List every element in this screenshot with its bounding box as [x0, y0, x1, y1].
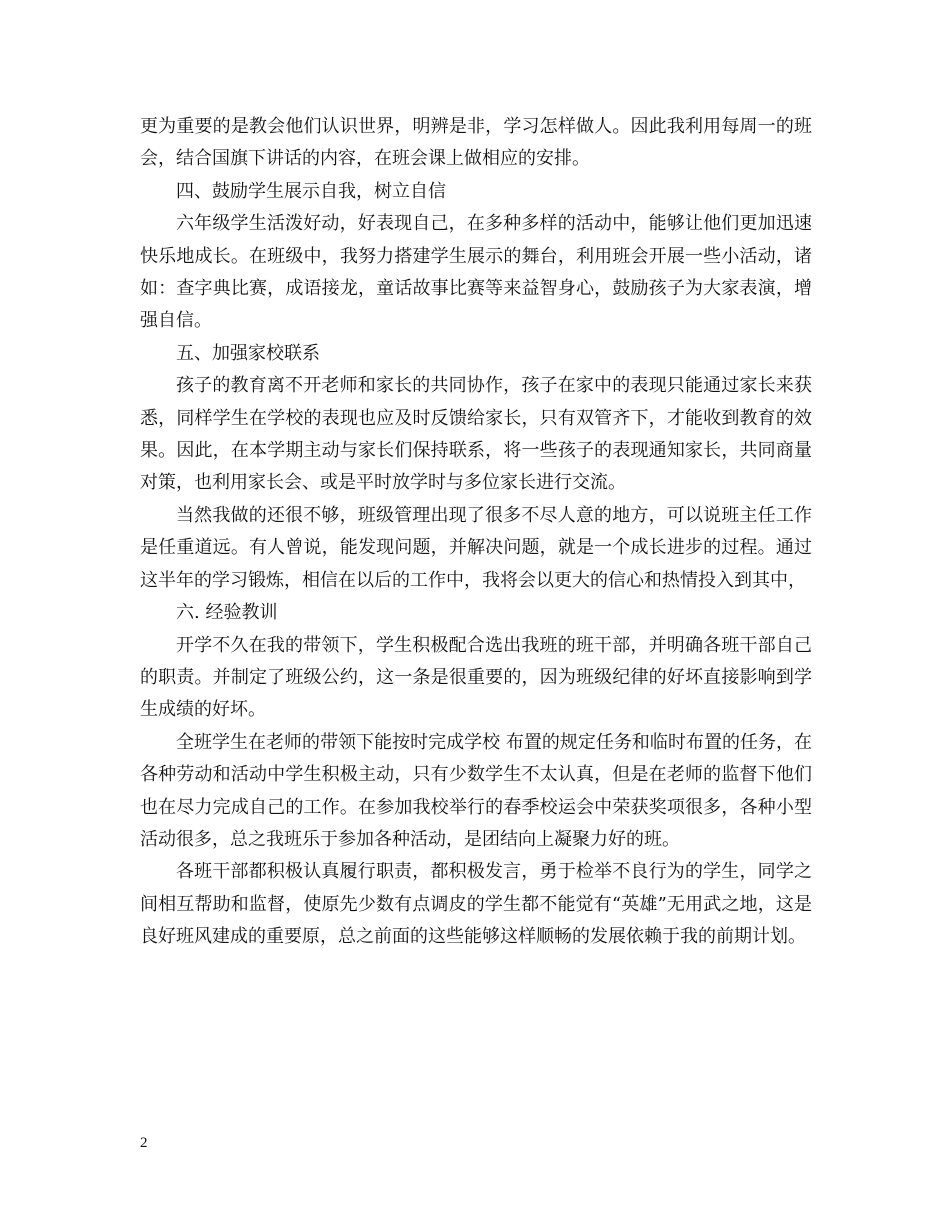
- paragraph: 各班干部都积极认真履行职责，都积极发言，勇于检举不良行为的学生，同学之间相互帮助和监督，使原先少数有点调皮的学生都不能觉有“英雄”无用武之地，这是良好班风建成的重要原，总之前面的这些能够这样顺畅的发展依赖于我的前期计划。: [140, 861, 812, 948]
- paragraph: 开学不久在我的带领下，学生积极配合选出我班的班干部，并明确各班干部自己的职责。并制定了班级公约，这一条是很重要的，因为班级纪律的好坏直接影响到学生成绩的好坏。: [140, 634, 812, 721]
- paragraph: 六年级学生活泼好动，好表现自己，在多种多样的活动中，能够让他们更加迅速快乐地成长。在班级中，我努力搭建学生展示的舞台，利用班会开展一些小活动，诸如：查字典比赛，成语接龙，童话故事比赛等来益智身心，鼓励孩子为大家表演，增强自信。: [140, 213, 812, 332]
- section-heading-6: 六. 经验教训: [176, 602, 278, 624]
- paragraph: 孩子的教育离不开老师和家长的共同协作，孩子在家中的表现只能通过家长来获悉，同样学生在学校的表现也应及时反馈给家长，只有双管齐下，才能收到教育的效果。因此，在本学期主动与家长们保持联系，将一些孩子的表现通知家长，共同商量对策，也利用家长会、或是平时放学时与多位家长进行交流。: [140, 375, 812, 494]
- paragraph: 当然我做的还很不够，班级管理出现了很多不尽人意的地方，可以说班主任工作是任重道远。有人曾说，能发现问题，并解决问题，就是一个成长进步的过程。通过这半年的学习锻炼，相信在以后的工作中，我将会以更大的信心和热情投入到其中，: [140, 504, 812, 591]
- paragraph: 全班学生在老师的带领下能按时完成学校 布置的规定任务和临时布置的任务，在各种劳动和活动中学生积极主动，只有少数学生不太认真，但是在老师的监督下他们也在尽力完成自己的工作。在参加我校举行的春季校运会中荣获奖项很多，各种小型活动很多，总之我班乐于参加各种活动，是团结向上凝聚力好的班。: [140, 731, 812, 850]
- section-heading-5: 五、加强家校联系: [176, 342, 320, 364]
- page-number: 2: [140, 1135, 148, 1151]
- paragraph-continuation: 更为重要的是教会他们认识世界，明辨是非，学习怎样做人。因此我利用每周一的班会，结合国旗下讲话的内容，在班会课上做相应的安排。: [140, 116, 812, 170]
- section-heading-4: 四、鼓励学生展示自我，树立自信: [176, 180, 446, 202]
- document-body: [140, 111, 812, 954]
